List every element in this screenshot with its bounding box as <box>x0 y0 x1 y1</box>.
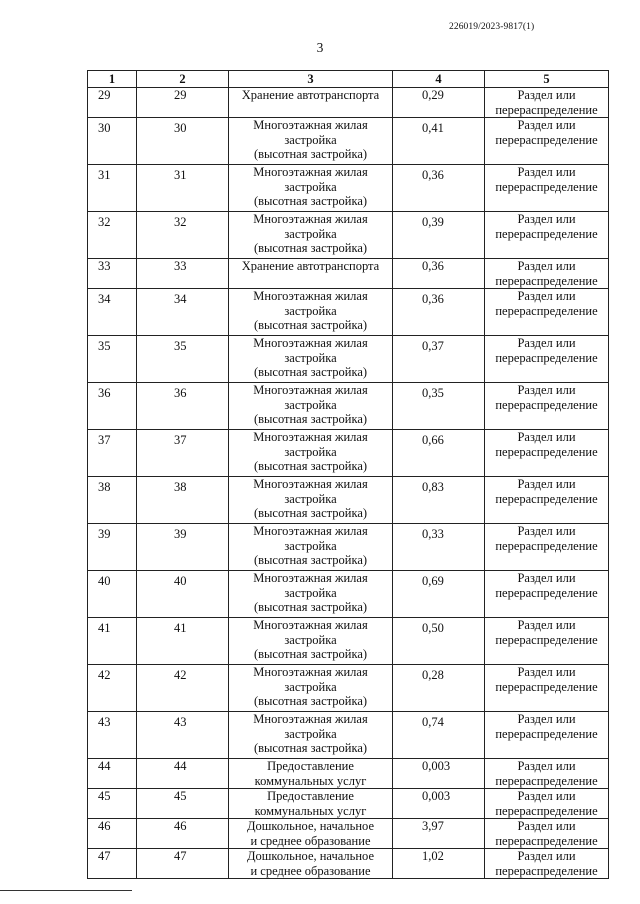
plot-id-cell: 31 <box>137 165 229 212</box>
cell-line: перераспределение <box>495 632 598 647</box>
cell-line: Раздел или <box>517 665 576 679</box>
row-number-cell: 32 <box>88 212 137 259</box>
cell-line: (высотная застройка) <box>253 241 368 255</box>
plot-id-cell: 39 <box>137 524 229 571</box>
cell-line: перераспределение <box>495 273 598 288</box>
cell-line: перераспределение <box>495 679 598 694</box>
table-header-row <box>88 71 609 88</box>
plot-id-cell: 33 <box>137 259 229 289</box>
cell-line: и среднее образование <box>250 833 371 848</box>
cell-line: Раздел или <box>517 524 576 538</box>
area-cell: 0,35 <box>393 383 485 430</box>
action-cell <box>485 88 609 118</box>
action-cell <box>485 259 609 289</box>
table-body <box>88 88 609 879</box>
column-header-5: 5 <box>485 71 609 88</box>
cell-line: Многоэтажная жилая <box>253 712 368 726</box>
cell-line: застройка <box>284 226 337 241</box>
land-use-cell <box>229 118 393 165</box>
cell-line: перераспределение <box>495 226 598 241</box>
cell-line: Раздел или <box>517 759 576 773</box>
area-cell: 0,36 <box>393 165 485 212</box>
cell-line: перераспределение <box>495 303 598 318</box>
area-cell: 1,02 <box>393 849 485 879</box>
cell-line: Раздел или <box>517 336 576 350</box>
row-number-cell: 44 <box>88 759 137 789</box>
row-number-cell: 43 <box>88 712 137 759</box>
cell-line: перераспределение <box>495 350 598 365</box>
row-number-cell: 30 <box>88 118 137 165</box>
row-number-cell: 29 <box>88 88 137 118</box>
cell-line: Раздел или <box>517 430 576 444</box>
cell-line: коммунальных услуг <box>254 803 367 818</box>
action-cell <box>485 665 609 712</box>
cell-line: застройка <box>284 585 337 600</box>
cell-line: Предоставление <box>267 759 354 773</box>
cell-line: застройка <box>284 679 337 694</box>
cell-line: Многоэтажная жилая <box>253 336 368 350</box>
plot-id-cell: 44 <box>137 759 229 789</box>
cell-line: перераспределение <box>495 833 598 848</box>
action-cell <box>485 571 609 618</box>
cell-line: Хранение автотранспорта <box>241 259 380 273</box>
action-cell <box>485 289 609 336</box>
cell-line: коммунальных услуг <box>254 773 367 788</box>
cell-line: (высотная застройка) <box>253 647 368 661</box>
table-row <box>88 212 609 259</box>
cell-line: перераспределение <box>495 179 598 194</box>
cell-line: застройка <box>284 303 337 318</box>
land-use-cell <box>229 289 393 336</box>
cell-line: застройка <box>284 397 337 412</box>
cell-line: застройка <box>284 491 337 506</box>
area-cell: 0,33 <box>393 524 485 571</box>
cell-line: перераспределение <box>495 491 598 506</box>
row-number-cell: 36 <box>88 383 137 430</box>
area-cell: 0,36 <box>393 259 485 289</box>
column-header-1: 1 <box>88 71 137 88</box>
row-number-cell: 31 <box>88 165 137 212</box>
area-cell: 0,74 <box>393 712 485 759</box>
row-number-cell: 34 <box>88 289 137 336</box>
row-number-cell: 38 <box>88 477 137 524</box>
cell-line: Многоэтажная жилая <box>253 524 368 538</box>
table-row <box>88 259 609 289</box>
table-row <box>88 571 609 618</box>
row-number-cell: 40 <box>88 571 137 618</box>
plot-id-cell: 43 <box>137 712 229 759</box>
area-cell: 0,28 <box>393 665 485 712</box>
cell-line: перераспределение <box>495 773 598 788</box>
action-cell <box>485 712 609 759</box>
area-cell: 0,66 <box>393 430 485 477</box>
cell-line: Раздел или <box>517 165 576 179</box>
action-cell <box>485 165 609 212</box>
cell-line: (высотная застройка) <box>253 553 368 567</box>
action-cell <box>485 336 609 383</box>
action-cell <box>485 212 609 259</box>
table-row <box>88 383 609 430</box>
cell-line: (высотная застройка) <box>253 600 368 614</box>
cell-line: Хранение автотранспорта <box>241 88 380 102</box>
cell-line: Раздел или <box>517 118 576 132</box>
cell-line: Раздел или <box>517 819 576 833</box>
cell-line: Раздел или <box>517 571 576 585</box>
land-use-cell <box>229 819 393 849</box>
cell-line: перераспределение <box>495 444 598 459</box>
cell-line: перераспределение <box>495 726 598 741</box>
plot-id-cell: 40 <box>137 571 229 618</box>
action-cell <box>485 759 609 789</box>
land-use-cell <box>229 165 393 212</box>
action-cell <box>485 789 609 819</box>
action-cell <box>485 849 609 879</box>
action-cell <box>485 524 609 571</box>
land-use-cell <box>229 849 393 879</box>
cell-line: застройка <box>284 538 337 553</box>
page-number: 3 <box>316 40 324 55</box>
table-row <box>88 88 609 118</box>
action-cell <box>485 819 609 849</box>
land-use-cell <box>229 524 393 571</box>
cell-line: Дошкольное, начальное <box>246 819 374 833</box>
plot-id-cell: 42 <box>137 665 229 712</box>
column-header-3: 3 <box>229 71 393 88</box>
cell-line: (высотная застройка) <box>253 741 368 755</box>
cell-line: застройка <box>284 350 337 365</box>
table-row <box>88 118 609 165</box>
cell-line: (высотная застройка) <box>253 365 368 379</box>
land-use-cell <box>229 759 393 789</box>
cell-line: Раздел или <box>517 289 576 303</box>
cell-line: застройка <box>284 132 337 147</box>
cell-line: застройка <box>284 632 337 647</box>
row-number-cell: 33 <box>88 259 137 289</box>
cell-line: застройка <box>284 444 337 459</box>
cell-line: Предоставление <box>267 789 354 803</box>
land-plots-table <box>87 70 609 879</box>
cell-line: перераспределение <box>495 102 598 117</box>
cell-line: Раздел или <box>517 88 576 102</box>
area-cell: 0,69 <box>393 571 485 618</box>
action-cell <box>485 118 609 165</box>
land-use-cell <box>229 665 393 712</box>
area-cell: 0,41 <box>393 118 485 165</box>
land-use-cell <box>229 88 393 118</box>
cell-line: (высотная застройка) <box>253 694 368 708</box>
table-row <box>88 759 609 789</box>
land-use-cell <box>229 383 393 430</box>
cell-line: Многоэтажная жилая <box>253 618 368 632</box>
cell-line: Многоэтажная жилая <box>253 118 368 132</box>
cell-line: перераспределение <box>495 585 598 600</box>
cell-line: Многоэтажная жилая <box>253 212 368 226</box>
row-number-cell: 47 <box>88 849 137 879</box>
area-cell: 0,83 <box>393 477 485 524</box>
plot-id-cell: 47 <box>137 849 229 879</box>
table-row <box>88 665 609 712</box>
cell-line: Многоэтажная жилая <box>253 665 368 679</box>
table-row <box>88 618 609 665</box>
area-cell: 0,003 <box>393 759 485 789</box>
table-row <box>88 849 609 879</box>
area-cell: 0,37 <box>393 336 485 383</box>
row-number-cell: 37 <box>88 430 137 477</box>
cell-line: Многоэтажная жилая <box>253 477 368 491</box>
cell-line: (высотная застройка) <box>253 147 368 161</box>
plot-id-cell: 32 <box>137 212 229 259</box>
plot-id-cell: 34 <box>137 289 229 336</box>
cell-line: застройка <box>284 726 337 741</box>
plot-id-cell: 37 <box>137 430 229 477</box>
cell-line: (высотная застройка) <box>253 412 368 426</box>
plot-id-cell: 30 <box>137 118 229 165</box>
table-row <box>88 289 609 336</box>
cell-line: Раздел или <box>517 383 576 397</box>
table-row <box>88 789 609 819</box>
area-cell: 0,36 <box>393 289 485 336</box>
row-number-cell: 35 <box>88 336 137 383</box>
row-number-cell: 46 <box>88 819 137 849</box>
cell-line: перераспределение <box>495 538 598 553</box>
row-number-cell: 42 <box>88 665 137 712</box>
land-use-cell <box>229 259 393 289</box>
action-cell <box>485 477 609 524</box>
plot-id-cell: 38 <box>137 477 229 524</box>
plot-id-cell: 29 <box>137 88 229 118</box>
table-row <box>88 524 609 571</box>
plot-id-cell: 46 <box>137 819 229 849</box>
land-use-cell <box>229 571 393 618</box>
column-header-2: 2 <box>137 71 229 88</box>
cell-line: Многоэтажная жилая <box>253 571 368 585</box>
cell-line: Многоэтажная жилая <box>253 289 368 303</box>
cell-line: перераспределение <box>495 863 598 878</box>
table-row <box>88 819 609 849</box>
row-number-cell: 41 <box>88 618 137 665</box>
cell-line: Раздел или <box>517 712 576 726</box>
area-cell: 0,29 <box>393 88 485 118</box>
action-cell <box>485 430 609 477</box>
action-cell <box>485 618 609 665</box>
cell-line: Раздел или <box>517 212 576 226</box>
table-row <box>88 712 609 759</box>
cell-line: Раздел или <box>517 618 576 632</box>
plot-id-cell: 41 <box>137 618 229 665</box>
cell-line: перераспределение <box>495 397 598 412</box>
cell-line: Многоэтажная жилая <box>253 430 368 444</box>
cell-line: (высотная застройка) <box>253 459 368 473</box>
action-cell <box>485 383 609 430</box>
land-use-cell <box>229 430 393 477</box>
row-number-cell: 39 <box>88 524 137 571</box>
area-cell: 3,97 <box>393 819 485 849</box>
cell-line: Раздел или <box>517 789 576 803</box>
land-use-cell <box>229 712 393 759</box>
land-use-cell <box>229 477 393 524</box>
land-use-cell <box>229 618 393 665</box>
cell-line: застройка <box>284 179 337 194</box>
document-number: 226019/2023-9817(1) <box>449 22 535 32</box>
table-row <box>88 430 609 477</box>
table-row <box>88 165 609 212</box>
area-cell: 0,50 <box>393 618 485 665</box>
table-row <box>88 336 609 383</box>
cell-line: Дошкольное, начальное <box>246 849 374 863</box>
cell-line: перераспределение <box>495 803 598 818</box>
footer-rule <box>0 890 132 891</box>
column-header-4: 4 <box>393 71 485 88</box>
land-use-cell <box>229 336 393 383</box>
plot-id-cell: 35 <box>137 336 229 383</box>
plot-id-cell: 36 <box>137 383 229 430</box>
row-number-cell: 45 <box>88 789 137 819</box>
cell-line: перераспределение <box>495 132 598 147</box>
area-cell: 0,39 <box>393 212 485 259</box>
cell-line: (высотная застройка) <box>253 318 368 332</box>
cell-line: Многоэтажная жилая <box>253 165 368 179</box>
cell-line: (высотная застройка) <box>253 506 368 520</box>
cell-line: и среднее образование <box>250 863 371 878</box>
cell-line: Раздел или <box>517 849 576 863</box>
land-use-cell <box>229 212 393 259</box>
cell-line: Многоэтажная жилая <box>253 383 368 397</box>
cell-line: Раздел или <box>517 477 576 491</box>
plot-id-cell: 45 <box>137 789 229 819</box>
land-use-cell <box>229 789 393 819</box>
table-row <box>88 477 609 524</box>
cell-line: Раздел или <box>517 259 576 273</box>
area-cell: 0,003 <box>393 789 485 819</box>
cell-line: (высотная застройка) <box>253 194 368 208</box>
